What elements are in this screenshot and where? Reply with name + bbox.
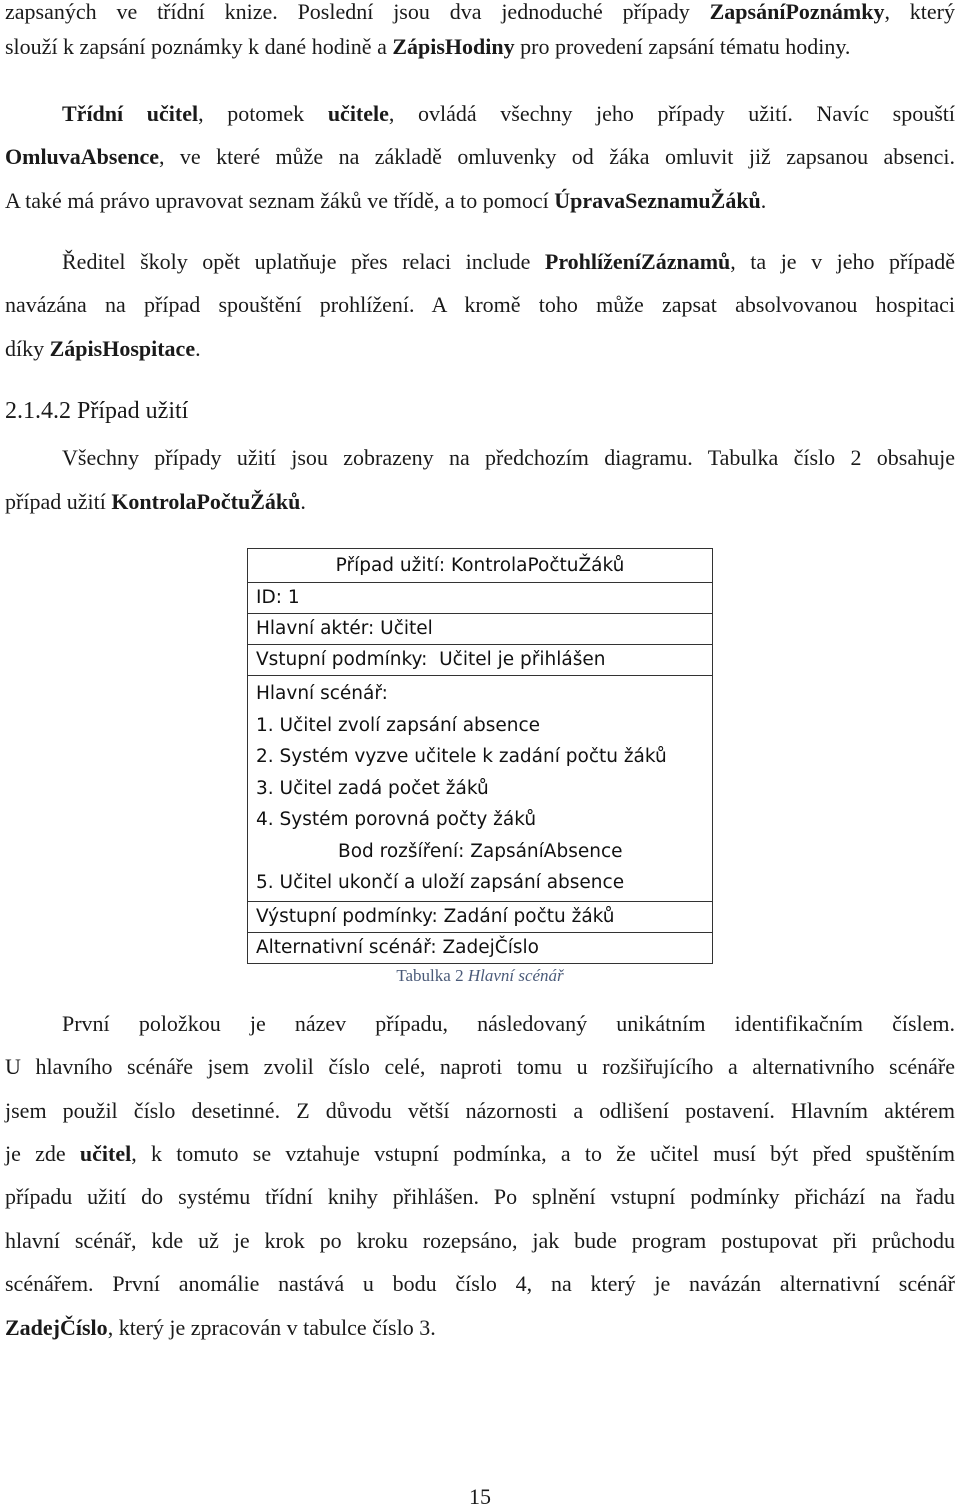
- paragraph-5-line-6: hlavní scénář, kde už je krok po kroku rozepsáno, jak bude program postupovat při průchodu: [5, 1228, 955, 1253]
- paragraph-4-line-2: případ užití KontrolaPočtuŽáků.: [5, 489, 306, 514]
- scenario-step: 2. Systém vyzve učitele k zadání počtu žáků: [256, 746, 667, 767]
- section-number: 2.1.4.2: [5, 398, 71, 424]
- scenario-step: 3. Učitel zadá počet žáků: [256, 777, 489, 799]
- use-case-postcondition: Výstupní podmínky: Zadání počtu žáků: [248, 901, 713, 932]
- page-number: 15: [469, 1484, 491, 1509]
- paragraph-2-line-3: A také má právo upravovat seznam žáků ve třídě, a to pomocí ÚpravaSeznamuŽáků.: [5, 188, 767, 213]
- use-case-table: [247, 548, 713, 964]
- scenario-step: 5. Učitel ukončí a uloží zapsání absence: [256, 872, 625, 893]
- use-case-precondition: Vstupní podmínky: Učitel je přihlášen: [248, 645, 713, 676]
- section-title: Případ užití: [77, 398, 189, 424]
- extension-point: Bod rozšíření: ZapsáníAbsence: [338, 840, 623, 862]
- use-case-title: Případ užití: KontrolaPočtuŽáků: [248, 549, 713, 583]
- section-heading: [5, 396, 188, 426]
- paragraph-3-line-1: Ředitel školy opět uplatňuje přes relaci include ProhlíženíZáznamů, ta je v jeho případě: [62, 249, 955, 274]
- paragraph-3-line-3: díky ZápisHospitace.: [5, 336, 201, 361]
- paragraph-5-line-2: U hlavního scénáře jsem zvolil číslo celé, naproti tomu u rozšiřujícího a alternativního scénáře: [5, 1054, 955, 1079]
- paragraph-4-line-1: Všechny případy užití jsou zobrazeny na předchozím diagramu. Tabulka číslo 2 obsahuje: [62, 445, 955, 470]
- table-caption: Tabulka 2 Hlavní scénář: [396, 966, 564, 985]
- scenario-step: 4. Systém porovná počty žáků: [256, 809, 537, 830]
- scenario-step: 1. Učitel zvolí zapsání absence: [256, 714, 541, 736]
- paragraph-5-line-3: jsem použil číslo desetinné. Z důvodu větší názornosti a odlišení postavení. Hlavním aktérem: [5, 1098, 955, 1123]
- paragraph-5-line-8: ZadejČíslo, který je zpracován v tabulce číslo 3.: [5, 1315, 436, 1340]
- use-case-main-scenario: [248, 676, 713, 902]
- paragraph-1-line-2: slouží k zapsání poznámky k dané hodině a ZápisHodiny pro provedení zapsání tématu hodiny.: [5, 34, 851, 59]
- use-case-alternative: Alternativní scénář: ZadejČíslo: [248, 932, 713, 963]
- paragraph-5-line-7: scénářem. První anomálie nastává u bodu číslo 4, na který je navázán alternativní scénář: [5, 1271, 955, 1296]
- paragraph-5-line-1: První položkou je název případu, následovaný unikátním identifikačním číslem.: [62, 1011, 955, 1036]
- paragraph-5-line-5: případu užití do systému třídní knihy přihlášen. Po splnění vstupní podmínky přichází na řadu: [5, 1184, 955, 1209]
- paragraph-1-line-1: zapsaných ve třídní knize. Poslední jsou dva jednoduché případy ZapsáníPoznámky, který: [5, 0, 955, 24]
- paragraph-3-line-2: navázána na případ spouštění prohlížení. A kromě toho může zapsat absolvovanou hospitaci: [5, 292, 955, 317]
- use-case-actor: Hlavní aktér: Učitel: [248, 614, 713, 645]
- paragraph-2-line-2: OmluvaAbsence, ve které může na základě omluvenky od žáka omluvit již zapsanou absenci.: [5, 144, 955, 169]
- paragraph-2-line-1: Třídní učitel, potomek učitele, ovládá všechny jeho případy užití. Navíc spouští: [62, 101, 956, 126]
- paragraph-5-line-4: je zde učitel, k tomuto se vztahuje vstupní podmínka, a to že učitel musí být před spuštěním: [5, 1141, 955, 1166]
- use-case-id: ID: 1: [248, 583, 713, 614]
- scenario-label: Hlavní scénář:: [256, 683, 388, 704]
